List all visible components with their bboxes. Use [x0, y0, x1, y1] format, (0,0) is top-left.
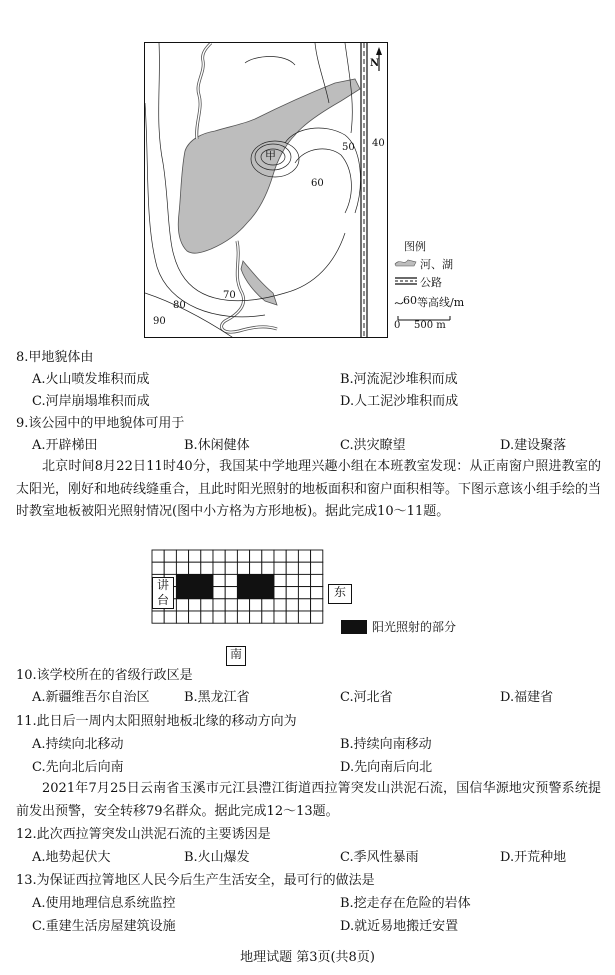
- floor-tile: [152, 611, 164, 623]
- q11-option-b: B.持续向南移动: [340, 737, 432, 752]
- east-label: 东: [328, 584, 352, 604]
- water-legend-icon: [394, 256, 418, 268]
- question-9: 9.该公园中的甲地貌体可用于: [16, 416, 185, 431]
- contour-label-90: 90: [153, 316, 166, 327]
- lectern-label: 讲台: [152, 577, 174, 609]
- north-label: N: [370, 58, 380, 69]
- scale-max: 500 m: [414, 320, 446, 331]
- q9-option-c: C.洪灾瞭望: [340, 438, 406, 453]
- floor-tile: [213, 599, 225, 611]
- q13-option-a: A.使用地理信息系统监控: [32, 896, 176, 911]
- floor-tile: [262, 611, 274, 623]
- floor-tile: [311, 550, 323, 562]
- floor-tile: [189, 611, 201, 623]
- topographic-map: [144, 42, 388, 338]
- lake-shape: [178, 79, 360, 253]
- floor-tile: [176, 611, 188, 623]
- legend-water: 河、湖: [420, 258, 453, 271]
- floor-tile: [286, 562, 298, 574]
- floor-tile: [250, 562, 262, 574]
- question-12: 12.此次西拉箐突发山洪泥石流的主要诱因是: [16, 827, 271, 842]
- road-legend-icon: [394, 276, 418, 286]
- passage-sunlight: 北京时间8月22日11时40分，我国某中学地理兴趣小组在本班教室发现：从正南窗户照进教室的太阳光，刚好和地砖线缝重合，且此时阳光照射的地板面积和窗户面积相等。下图示意该小组手绘的当时教室地板被阳光照射情况(图中小方格为方形地板)。据此完成10～11题。: [16, 459, 602, 519]
- floor-tile: [189, 599, 201, 611]
- map-legend: [392, 238, 492, 338]
- contour-label-80: 80: [173, 300, 186, 311]
- floor-tile: [152, 562, 164, 574]
- q13-option-b: B.挖走存在危险的岩体: [340, 896, 471, 911]
- question-13: 13.为保证西拉箐地区人民今后生产生活安全，最可行的做法是: [16, 873, 375, 888]
- floor-tile: [201, 611, 213, 623]
- passage-debris-flow: 2021年7月25日云南省玉溪市元江县澧江街道西拉箐突发山洪泥石流，国信华源地灾预警系统提前发出预警，安全转移79名群众。据此完成12～13题。: [16, 781, 601, 819]
- floor-tile: [298, 587, 310, 599]
- q8-option-b: B.河流泥沙堆积而成: [340, 372, 458, 387]
- question-8: 8.甲地貌体由: [16, 350, 94, 365]
- classroom-floor-figure: [151, 549, 324, 628]
- floor-tile: [213, 611, 225, 623]
- q12-option-a: A.地势起伏大: [32, 850, 111, 865]
- floor-tile: [274, 574, 286, 586]
- question-11: 11.此日后一周内太阳照射地板北缘的移动方向为: [16, 714, 297, 729]
- floor-grid: [151, 549, 324, 624]
- q9-option-a: A.开辟梯田: [32, 438, 98, 453]
- q9-option-d: D.建设聚落: [500, 438, 567, 453]
- q12-option-b: B.火山爆发: [184, 850, 250, 865]
- sunlit-legend-label: 阳光照射的部分: [372, 620, 457, 634]
- floor-tile: [237, 562, 249, 574]
- floor-tile: [225, 599, 237, 611]
- floor-tile: [298, 550, 310, 562]
- floor-tile: [298, 562, 310, 574]
- floor-tile: [213, 562, 225, 574]
- contour-label-60: 60: [311, 178, 324, 189]
- question-10: 10.该学校所在的省级行政区是: [16, 668, 193, 683]
- floor-tile: [262, 562, 274, 574]
- floor-tile: [311, 599, 323, 611]
- q11-option-a: A.持续向北移动: [32, 737, 124, 752]
- floor-tile: [274, 599, 286, 611]
- floor-tile: [201, 599, 213, 611]
- scale-zero: 0: [394, 320, 401, 331]
- q8-option-d: D.人工泥沙堆积而成: [340, 394, 459, 409]
- q9-option-b: B.休闲健体: [184, 438, 250, 453]
- floor-tile: [225, 587, 237, 599]
- floor-tile: [286, 599, 298, 611]
- floor-tile: [164, 550, 176, 562]
- q8-option-c: C.河岸崩塌堆积而成: [32, 394, 150, 409]
- south-label: 南: [226, 646, 246, 666]
- floor-tile: [298, 611, 310, 623]
- floor-tile: [225, 562, 237, 574]
- floor-tile: [164, 611, 176, 623]
- map-drawing: [145, 43, 388, 338]
- legend-title: 图例: [404, 240, 426, 253]
- floor-tile: [286, 611, 298, 623]
- floor-tile: [213, 587, 225, 599]
- floor-tile: [274, 587, 286, 599]
- floor-tile: [286, 587, 298, 599]
- q12-option-d: D.开荒种地: [500, 850, 567, 865]
- floor-tile: [176, 550, 188, 562]
- label-jia: 甲: [265, 149, 276, 162]
- floor-tile: [250, 611, 262, 623]
- floor-tile: [176, 599, 188, 611]
- floor-tile: [286, 550, 298, 562]
- floor-tile: [189, 562, 201, 574]
- floor-tile: [225, 574, 237, 586]
- floor-tile: [237, 611, 249, 623]
- floor-tile: [189, 550, 201, 562]
- floor-tile: [213, 550, 225, 562]
- road: [361, 43, 367, 338]
- sunlit-area: [176, 574, 213, 598]
- floor-tile: [213, 574, 225, 586]
- q11-option-c: C.先向北后向南: [32, 760, 124, 775]
- floor-tile: [311, 562, 323, 574]
- floor-tile: [237, 599, 249, 611]
- floor-tile: [152, 550, 164, 562]
- sunlit-area: [237, 574, 274, 598]
- floor-tile: [311, 587, 323, 599]
- floor-tile: [298, 574, 310, 586]
- floor-tile: [250, 550, 262, 562]
- floor-tile: [250, 599, 262, 611]
- q10-option-d: D.福建省: [500, 690, 554, 705]
- floor-tile: [225, 550, 237, 562]
- floor-tile: [237, 550, 249, 562]
- q10-option-c: C.河北省: [340, 690, 393, 705]
- floor-tile: [225, 611, 237, 623]
- floor-tile: [311, 574, 323, 586]
- floor-tile: [274, 562, 286, 574]
- contour-label-50: 50: [342, 142, 355, 153]
- page-footer: 地理试题 第3页(共8页): [240, 950, 375, 965]
- q12-option-c: C.季风性暴雨: [340, 850, 419, 865]
- contour-label-40: 40: [372, 138, 385, 149]
- floor-tile: [262, 599, 274, 611]
- floor-tile: [176, 562, 188, 574]
- floor-tile: [274, 611, 286, 623]
- floor-tile: [262, 550, 274, 562]
- floor-tile: [274, 550, 286, 562]
- floor-tile: [311, 611, 323, 623]
- q13-option-c: C.重建生活房屋建筑设施: [32, 919, 176, 934]
- sunlit-legend-swatch: [341, 620, 367, 634]
- q10-option-a: A.新疆维吾尔自治区: [32, 690, 150, 705]
- floor-tile: [298, 599, 310, 611]
- floor-tile: [286, 574, 298, 586]
- q11-option-d: D.先向南后向北: [340, 760, 433, 775]
- legend-road: 公路: [420, 276, 442, 289]
- floor-tile: [201, 562, 213, 574]
- q8-option-a: A.火山喷发堆积而成: [32, 372, 150, 387]
- contour-label-70: 70: [223, 290, 236, 301]
- legend-contour: 等高线/m: [417, 296, 465, 309]
- floor-tile: [164, 562, 176, 574]
- q13-option-d: D.就近易地搬迁安置: [340, 919, 459, 934]
- legend-contour-sample: 60: [403, 294, 417, 307]
- floor-tile: [201, 550, 213, 562]
- q10-option-b: B.黑龙江省: [184, 690, 250, 705]
